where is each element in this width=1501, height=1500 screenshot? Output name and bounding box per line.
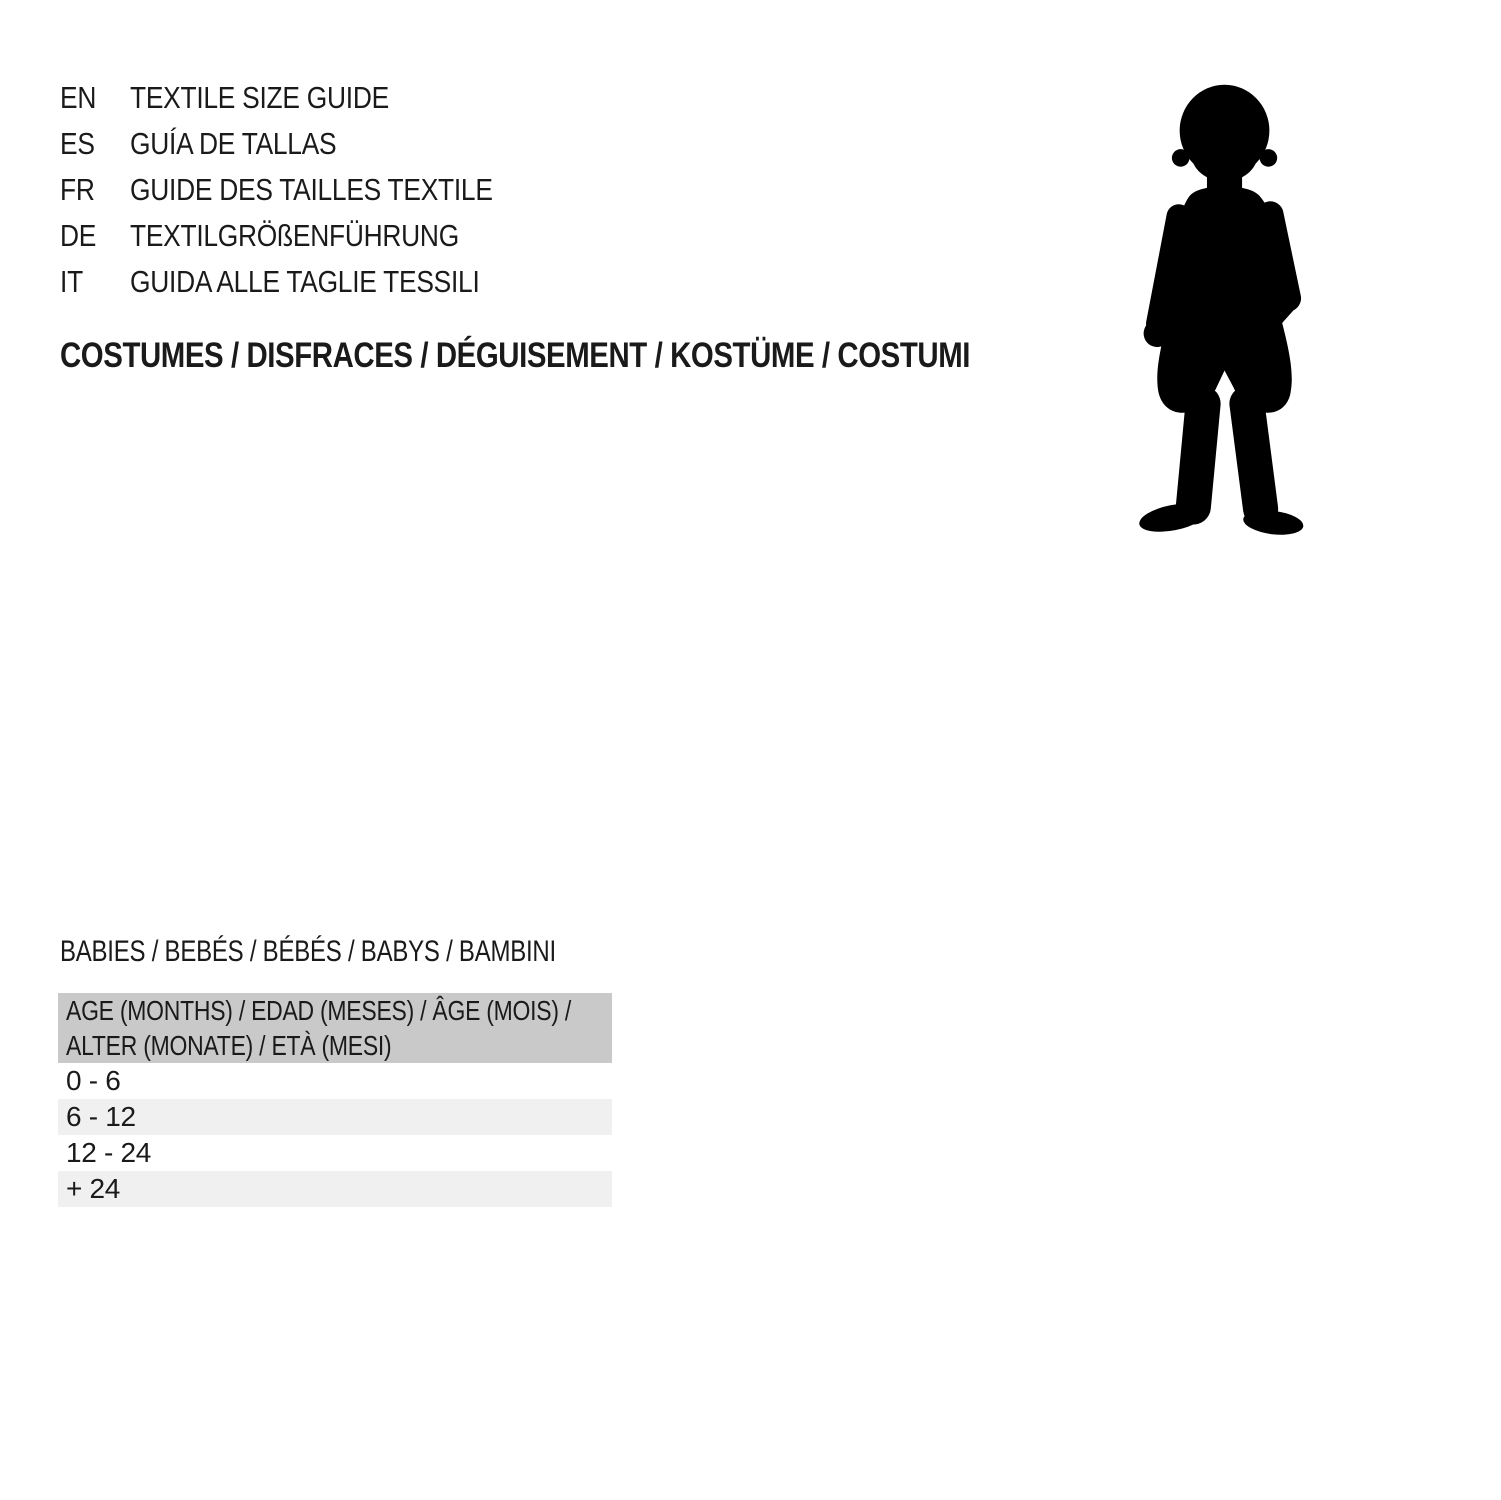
guide-title: GUIDA ALLE TAGLIE TESSILI — [130, 264, 480, 299]
table-row-age-0-6: 0 - 6 — [58, 1063, 612, 1099]
age-header-line: ALTER (MONATE) / ETÀ (MESI) — [66, 1030, 392, 1061]
language-code: EN — [60, 80, 97, 115]
babies-age-table — [58, 993, 612, 1207]
language-title-list — [60, 75, 557, 305]
table-row-age-12-24: 12 - 24 — [58, 1135, 612, 1171]
age-header-line: AGE (MONTHS) / EDAD (MESES) / ÂGE (MOIS) / — [66, 995, 572, 1026]
language-row-en — [60, 75, 557, 121]
language-code: FR — [60, 172, 95, 207]
language-code: DE — [60, 218, 97, 253]
language-code: ES — [60, 126, 95, 161]
language-row-fr — [60, 167, 557, 213]
language-code: IT — [60, 264, 83, 299]
guide-title: TEXTILE SIZE GUIDE — [130, 80, 389, 115]
guide-title: GUÍA DE TALLAS — [130, 126, 337, 161]
table-row-age-6-12: 6 - 12 — [58, 1099, 612, 1135]
category-line: COSTUMES / DISFRACES / DÉGUISEMENT / KOSTÜME / COSTUMI — [60, 336, 971, 375]
section-title-babies: BABIES / BEBÉS / BÉBÉS / BABYS / BAMBINI — [60, 935, 556, 968]
guide-title: GUIDE DES TAILLES TEXTILE — [130, 172, 493, 207]
language-row-it — [60, 259, 557, 305]
language-row-es — [60, 121, 557, 167]
baby-silhouette-icon — [1128, 80, 1323, 542]
language-row-de — [60, 213, 557, 259]
guide-title: TEXTILGRÖßENFÜHRUNG — [130, 218, 459, 253]
age-table-header — [58, 993, 612, 1063]
table-row-age-24-plus: + 24 — [58, 1171, 612, 1207]
